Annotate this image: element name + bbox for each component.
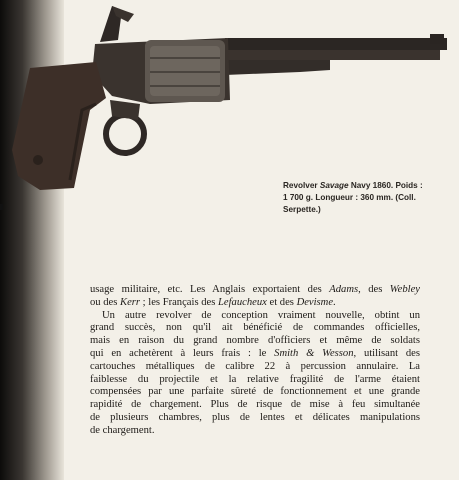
paragraph-2-line-5: cartouches métalliques de calibre 22 à percussion annulaire. La xyxy=(90,360,420,372)
text-run: , utilisant des xyxy=(353,347,420,359)
photo-caption xyxy=(283,180,453,216)
paragraph-2-line-10: de chargement. xyxy=(90,424,155,436)
revolver-grip xyxy=(12,62,106,190)
revolver-barrel xyxy=(225,38,447,50)
revolver-ring-trigger xyxy=(106,115,144,153)
paragraph-2-line-7: compensées par une parfaite sûreté de fonctionnement et une grande xyxy=(90,386,420,398)
paragraph-2-line-8: rapidité de chargement. Plus de risque de mise à feu simultanée xyxy=(90,399,420,411)
paragraph-2-line-3: mais en raison du grand nombre d'officiers et même de soldats xyxy=(90,335,420,347)
paragraph-2-line-9: de plusieurs chambres, plus de lentes et délicates manipulations xyxy=(90,411,420,423)
text-run: ou des xyxy=(90,296,121,308)
text-run: qui en achetèrent à leurs frais : le xyxy=(90,347,275,359)
paragraph-2-line-4 xyxy=(90,348,420,361)
paragraph-1-line-1 xyxy=(90,284,420,297)
caption-italic-text: Savage xyxy=(319,181,349,190)
text-run-italic: Smith & Wesson xyxy=(274,347,354,359)
text-run: et des xyxy=(266,296,297,308)
paragraph-1-line-2 xyxy=(90,297,420,310)
caption-line-1 xyxy=(283,180,453,192)
revolver-photo xyxy=(0,0,459,205)
paragraph-2-line-6: faiblesse du projectile et la relative fragilité de l'arme étaient xyxy=(90,373,420,385)
text-run: , des xyxy=(358,284,390,295)
caption-text: Navy 1860. Poids : xyxy=(348,181,423,190)
caption-line-3: Serpette.) xyxy=(283,205,321,214)
paragraph-2-line-1: Un autre revolver de conception vraiment nouvelle, obtint un xyxy=(102,309,420,321)
caption-line-2: 1 700 g. Longueur : 360 mm. (Coll. xyxy=(283,193,416,202)
body-text xyxy=(90,284,420,438)
paragraph-2-line-2: grand succès, non qu'il ait bénéficié de commandes officielles, xyxy=(90,322,420,334)
text-run-italic: Webley xyxy=(389,284,420,295)
text-run-italic: Kerr xyxy=(120,296,141,308)
text-run-italic: Lefaucheux xyxy=(218,296,267,308)
text-run-italic: Devisme xyxy=(296,296,334,308)
text-run: usage militaire, etc. Les Anglais exportaient des xyxy=(90,284,330,295)
text-run: ; les Français des xyxy=(140,296,218,308)
text-run-italic: Adams xyxy=(329,284,359,295)
text-run: . xyxy=(333,296,336,308)
caption-text: Revolver xyxy=(283,181,320,190)
